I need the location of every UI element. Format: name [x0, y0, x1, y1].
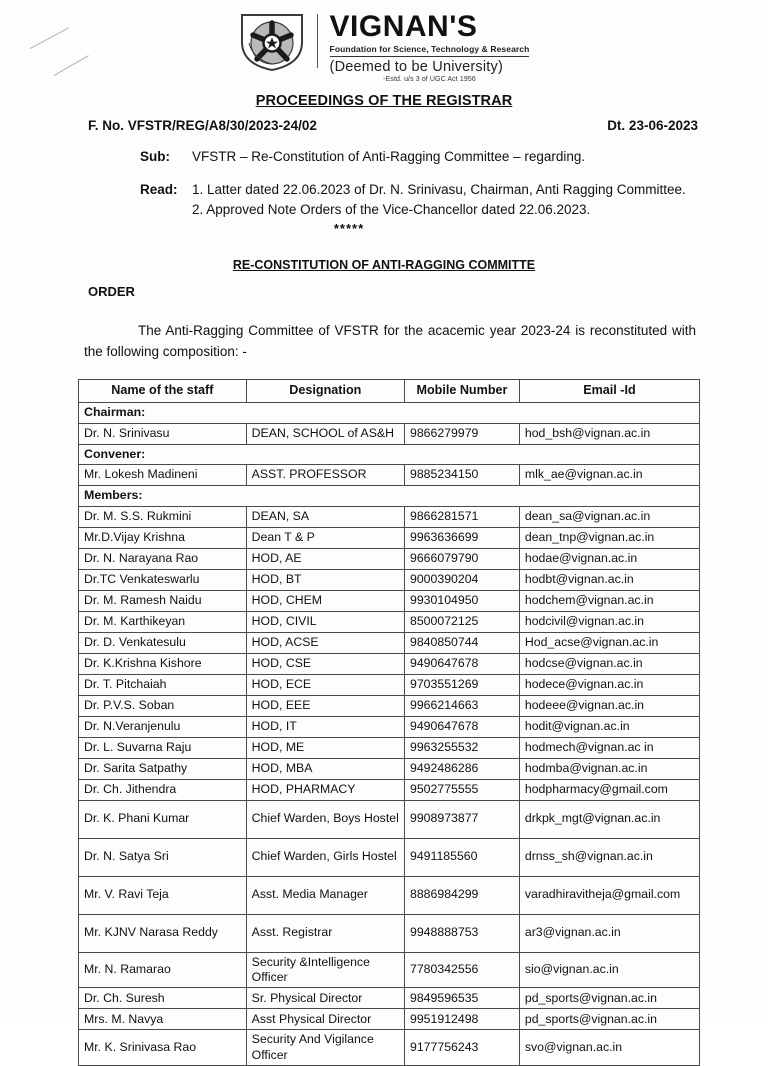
cell-designation: HOD, CSE [246, 653, 404, 674]
cell-designation: HOD, IT [246, 716, 404, 737]
cell-mobile: 9840850744 [405, 632, 520, 653]
crest-divider [317, 14, 318, 68]
table-row [79, 1030, 700, 1066]
cell-designation: Asst Physical Director [246, 1009, 404, 1030]
cell-name: Mrs. M. Navya [79, 1009, 247, 1030]
cell-name: Mr. V. Ravi Teja [79, 876, 247, 914]
cell-mobile: 9866281571 [405, 506, 520, 527]
cell-email: svo@vignan.ac.in [519, 1030, 699, 1066]
cell-designation: HOD, MBA [246, 758, 404, 779]
cell-name: Dr. N.Veranjenulu [79, 716, 247, 737]
cell-email: hodeee@vignan.ac.in [519, 695, 699, 716]
reference-block [0, 147, 768, 220]
table-row [79, 423, 700, 444]
table-row [79, 569, 700, 590]
subject-text: VFSTR – Re-Constitution of Anti-Ragging Committee – regarding. [192, 148, 586, 164]
cell-mobile: 9666079790 [405, 548, 520, 569]
cell-email: pd_sports@vignan.ac.in [519, 988, 699, 1009]
table-row [79, 506, 700, 527]
cell-designation: DEAN, SCHOOL of AS&H [246, 423, 404, 444]
group-label: Members: [79, 486, 700, 507]
cell-designation: HOD, CIVIL [246, 611, 404, 632]
cell-mobile: 7780342556 [405, 952, 520, 988]
cell-email: hodpharmacy@gmail.com [519, 779, 699, 800]
letterhead [0, 0, 768, 83]
page-title: PROCEEDINGS OF THE REGISTRAR [255, 92, 513, 109]
read-line-1: 1. Latter dated 22.06.2023 of Dr. N. Srinivasu, Chairman, Anti Ragging Committee. [192, 182, 686, 198]
cell-designation: HOD, ECE [246, 674, 404, 695]
cell-name: Mr. KJNV Narasa Reddy [79, 914, 247, 952]
table-row [79, 758, 700, 779]
cell-mobile: 9930104950 [405, 590, 520, 611]
cell-mobile: 9963636699 [405, 527, 520, 548]
cell-email: drkpk_mgt@vignan.ac.in [519, 800, 699, 838]
cell-designation: Security And Vigilance Officer [246, 1030, 404, 1066]
cell-mobile: 9849596535 [405, 988, 520, 1009]
cell-designation: HOD, EEE [246, 695, 404, 716]
table-row [79, 611, 700, 632]
table-row [79, 653, 700, 674]
brand-establishment-note: -Estd. u/s 3 of UGC Act 1956 [383, 75, 476, 83]
cell-name: Mr.D.Vijay Krishna [79, 527, 247, 548]
table-row [79, 737, 700, 758]
cell-name: Dr. L. Suvarna Raju [79, 737, 247, 758]
cell-name: Dr. Ch. Suresh [79, 988, 247, 1009]
brand-tagline: Foundation for Science, Technology & Research [330, 44, 530, 57]
cell-mobile: 9963255532 [405, 737, 520, 758]
read-label: Read: [140, 182, 178, 198]
cell-mobile: 9490647678 [405, 716, 520, 737]
cell-designation: Security &Intelligence Officer [246, 952, 404, 988]
cell-mobile: 9908973877 [405, 800, 520, 838]
cell-mobile: 9492486286 [405, 758, 520, 779]
cell-mobile: 9502775555 [405, 779, 520, 800]
cell-mobile: 9966214663 [405, 695, 520, 716]
cell-email: ar3@vignan.ac.in [519, 914, 699, 952]
cell-mobile: 9491185560 [405, 838, 520, 876]
cell-name: Dr. P.V.S. Soban [79, 695, 247, 716]
cell-email: hodchem@vignan.ac.in [519, 590, 699, 611]
cell-email: hod_bsh@vignan.ac.in [519, 423, 699, 444]
cell-name: Dr. T. Pitchaiah [79, 674, 247, 695]
document-date: Dt. 23-06-2023 [607, 117, 698, 133]
cell-email: Hod_acse@vignan.ac.in [519, 632, 699, 653]
cell-name: Dr. N. Satya Sri [79, 838, 247, 876]
table-row [79, 548, 700, 569]
read-line-2: 2. Approved Note Orders of the Vice-Chancellor dated 22.06.2023. [192, 201, 591, 217]
cell-designation: HOD, ME [246, 737, 404, 758]
cell-email: hodece@vignan.ac.in [519, 674, 699, 695]
cell-email: hodae@vignan.ac.in [519, 548, 699, 569]
table-row [79, 590, 700, 611]
committee-table-container [0, 379, 768, 1066]
brand-block [330, 12, 530, 83]
cell-name: Dr. K. Phani Kumar [79, 800, 247, 838]
group-label: Convener: [79, 444, 700, 465]
cell-mobile: 9490647678 [405, 653, 520, 674]
cell-designation: Asst. Media Manager [246, 876, 404, 914]
group-label: Chairman: [79, 403, 700, 424]
cell-name: Dr. Ch. Jithendra [79, 779, 247, 800]
cell-email: varadhiravitheja@gmail.com [519, 876, 699, 914]
table-row [79, 465, 700, 486]
cell-mobile: 9948888753 [405, 914, 520, 952]
subject-label: Sub: [140, 148, 170, 164]
cell-name: Mr. K. Srinivasa Rao [79, 1030, 247, 1066]
cell-designation: HOD, BT [246, 569, 404, 590]
cell-mobile: 9703551269 [405, 674, 520, 695]
file-number: F. No. VFSTR/REG/A8/30/2023-24/02 [88, 117, 317, 133]
table-row [79, 674, 700, 695]
table-header-row [79, 380, 700, 403]
cell-email: sio@vignan.ac.in [519, 952, 699, 988]
cell-email: hodmech@vignan.ac in [519, 737, 699, 758]
cell-email: hodcse@vignan.ac.in [519, 653, 699, 674]
table-row [79, 800, 700, 838]
cell-name: Dr. M. S.S. Rukmini [79, 506, 247, 527]
cell-designation: Sr. Physical Director [246, 988, 404, 1009]
file-reference-line [0, 109, 768, 133]
subject-row [140, 147, 698, 167]
table-row [79, 716, 700, 737]
committee-table [78, 379, 700, 1066]
table-row [79, 1009, 700, 1030]
cell-name: Mr. Lokesh Madineni [79, 465, 247, 486]
cell-name: Dr. M. Ramesh Naidu [79, 590, 247, 611]
table-group-row [79, 403, 700, 424]
cell-designation: Dean T & P [246, 527, 404, 548]
cell-name: Mr. N. Ramarao [79, 952, 247, 988]
cell-email: dean_tnp@vignan.ac.in [519, 527, 699, 548]
cell-name: Dr. Sarita Satpathy [79, 758, 247, 779]
table-group-row [79, 486, 700, 507]
brand-name: VIGNAN'S [329, 10, 478, 43]
table-row [79, 952, 700, 988]
read-row [140, 180, 698, 219]
cell-name: Dr. M. Karthikeyan [79, 611, 247, 632]
cell-designation: ASST. PROFESSOR [246, 465, 404, 486]
column-header-name: Name of the staff [79, 380, 247, 403]
cell-mobile: 9177756243 [405, 1030, 520, 1066]
cell-email: pd_sports@vignan.ac.in [519, 1009, 699, 1030]
cell-email: hodbt@vignan.ac.in [519, 569, 699, 590]
table-row [79, 779, 700, 800]
order-paragraph-text: The Anti-Ragging Committee of VFSTR for the acacemic year 2023-24 is reconstituted with the following composition: - [84, 323, 696, 360]
cell-designation: Chief Warden, Girls Hostel [246, 838, 404, 876]
cell-designation: Asst. Registrar [246, 914, 404, 952]
cell-designation: HOD, CHEM [246, 590, 404, 611]
shield-wheel-crest-icon [239, 12, 305, 72]
cell-name: Dr.TC Venkateswarlu [79, 569, 247, 590]
cell-email: mlk_ae@vignan.ac.in [519, 465, 699, 486]
cell-mobile: 8500072125 [405, 611, 520, 632]
cell-designation: HOD, PHARMACY [246, 779, 404, 800]
cell-name: Dr. K.Krishna Kishore [79, 653, 247, 674]
cell-email: hodit@vignan.ac.in [519, 716, 699, 737]
cell-designation: HOD, AE [246, 548, 404, 569]
column-header-designation: Designation [246, 380, 404, 403]
cell-designation: DEAN, SA [246, 506, 404, 527]
cell-email: hodcivil@vignan.ac.in [519, 611, 699, 632]
cell-mobile: 8886984299 [405, 876, 520, 914]
cell-email: drnss_sh@vignan.ac.in [519, 838, 699, 876]
cell-designation: Chief Warden, Boys Hostel [246, 800, 404, 838]
separator-asterisks: ***** [333, 221, 365, 237]
table-row [79, 914, 700, 952]
column-header-email: Email -Id [519, 380, 699, 403]
cell-mobile: 9951912498 [405, 1009, 520, 1030]
table-group-row [79, 444, 700, 465]
cell-email: dean_sa@vignan.ac.in [519, 506, 699, 527]
brand-deemed-status: (Deemed to be University) [329, 58, 503, 75]
table-row [79, 876, 700, 914]
table-row [79, 695, 700, 716]
column-header-mobile: Mobile Number [405, 380, 520, 403]
section-title: RE-CONSTITUTION OF ANTI-RAGGING COMMITTE [232, 258, 536, 273]
order-heading: ORDER [88, 284, 135, 300]
table-row [79, 988, 700, 1009]
cell-designation: HOD, ACSE [246, 632, 404, 653]
cell-mobile: 9000390204 [405, 569, 520, 590]
read-text [192, 180, 698, 219]
table-body [79, 403, 700, 1066]
cell-name: Dr. D. Venkatesulu [79, 632, 247, 653]
cell-name: Dr. N. Srinivasu [79, 423, 247, 444]
table-row [79, 527, 700, 548]
cell-email: hodmba@vignan.ac.in [519, 758, 699, 779]
table-row [79, 838, 700, 876]
table-row [79, 632, 700, 653]
cell-mobile: 9866279979 [405, 423, 520, 444]
cell-name: Dr. N. Narayana Rao [79, 548, 247, 569]
order-paragraph [0, 321, 768, 363]
cell-mobile: 9885234150 [405, 465, 520, 486]
